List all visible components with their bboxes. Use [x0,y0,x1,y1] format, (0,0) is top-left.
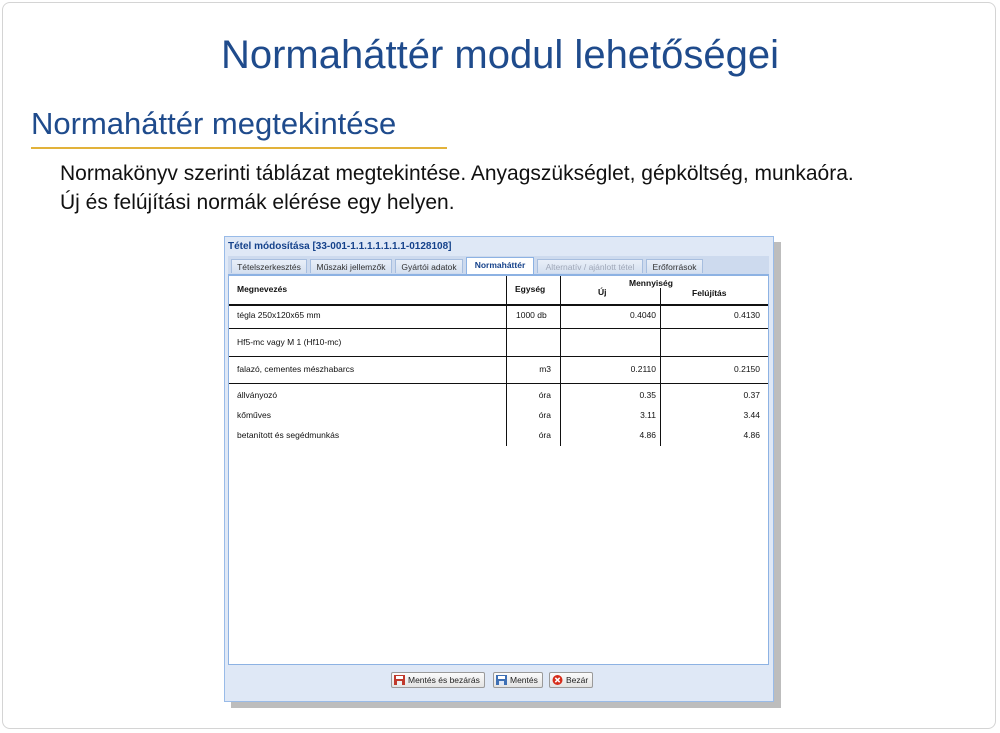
table-cell: 0.4130 [734,310,760,320]
table-cell: betanított és segédmunkás [237,430,340,440]
table-cell: falazó, cementes mészhabarcs [237,364,355,374]
table-cell: m3 [539,364,551,374]
column-header-name: Megnevezés [237,284,288,294]
tab-strip [228,256,769,275]
row-divider [229,383,768,384]
close-button[interactable] [549,672,593,688]
close-label: Bezár [566,675,589,685]
table-cell: 3.11 [640,410,656,420]
norm-table [229,276,768,664]
body-text [60,159,980,217]
table-cell: 4.86 [743,430,760,440]
table-cell: állványozó [237,390,278,400]
header-divider [229,304,768,306]
save-close-icon [394,675,405,685]
column-header-renovation: Felújítás [692,288,727,298]
save-label: Mentés [510,675,538,685]
save-close-label: Mentés és bezárás [408,675,480,685]
table-cell: 4.86 [639,430,656,440]
tab-norm-background[interactable]: Normaháttér [466,257,534,274]
row-divider [229,328,768,329]
tab-resources[interactable]: Erőforrások [646,259,703,273]
button-bar [228,667,769,697]
section-underline [31,147,447,149]
floppy-icon [496,675,507,685]
column-header-new: Új [598,287,607,297]
tab-alternative-item[interactable]: Alternatív / ajánlott tétel [537,259,643,273]
tab-item-editing[interactable]: Tételszerkesztés [231,259,307,273]
table-cell: 0.35 [639,390,656,400]
table-cell: 0.2110 [630,364,656,374]
table-cell: 0.4040 [630,310,656,320]
column-header-quantity: Mennyiség [629,278,673,288]
table-cell: 1000 db [516,310,547,320]
section-title: Normaháttér megtekintése [31,106,397,141]
table-cell: óra [538,390,551,400]
table-cell: 0.37 [743,390,760,400]
norm-table-panel [228,275,769,665]
body-line-1: Normakönyv szerinti táblázat megtekintése. Anyagszükséglet, gépköltség, munkaóra. [60,162,854,185]
tab-technical-specs[interactable]: Műszaki jellemzők [310,259,392,273]
save-button[interactable] [493,672,543,688]
table-cell: óra [538,430,551,440]
divider [660,288,661,446]
column-header-unit: Egység [515,284,546,294]
divider [560,276,561,446]
tab-manufacturer-data[interactable]: Gyártói adatok [395,259,463,273]
close-icon [552,675,563,685]
body-line-2: Új és felújítási normák elérése egy helyen. [60,191,455,214]
item-edit-window [224,236,774,702]
table-cell: óra [538,410,551,420]
table-cell: tégla 250x120x65 mm [237,310,321,320]
row-divider [229,356,768,357]
slide-title: Normaháttér modul lehetőségei [220,33,780,77]
table-cell: kőműves [237,410,272,420]
window-title: Tétel módosítása [33-001-1.1.1.1.1.1.1-0128108] [228,241,452,252]
divider [506,276,507,446]
table-cell: 0.2150 [734,364,760,374]
table-cell: Hf5-mc vagy M 1 (Hf10-mc) [237,337,342,347]
save-close-button[interactable] [391,672,485,688]
table-cell: 3.44 [743,410,760,420]
